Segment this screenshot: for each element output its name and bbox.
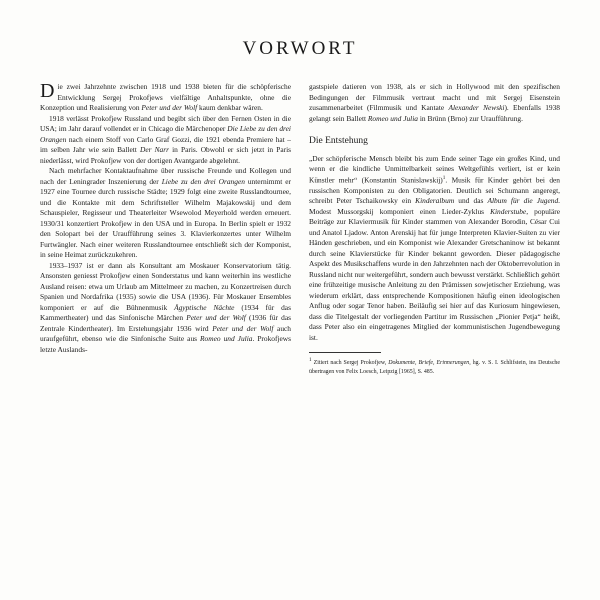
paragraph-kontaktaufnahme-a: Nach mehrfacher Kontaktaufnahme über russische Freunde und Kollegen und nach der Leningrader Inszenierung der [40,166,291,186]
footnote-text-b: , hg. v. S. I. Schlifstein, ins Deutsche übertragen von Felix Loesch, Leipzig [1965], S. 485. [309,360,560,375]
footnote-1 [309,357,560,376]
paragraph-1918-b: nach einem Stoff von Carlo Graf Gozzi, die 1921 ebenda Premiere hat – im selben Jahr wie sein Ballett [40,134,291,155]
paragraph-entstehung-e: , populäre Beiträge zur Klaviermusik für Kinder stammen von Alexander Borodin, César Cui und Anatol Ljadow. Anton Arenskij hat für junge Interpreten Klavier-Suiten zu vier Händen geschrieben, und ein Komponist wie Alexander Gretschaninow ist bekannt durch seine Klavierstücke für Kinder bekannt geworden. Dieser pädagogische Aspekt des Musikschaffens wurde in den Jahrzehnten nach der Oktoberrevolution in Russland nicht nur weitergeführt, sondern auch bewusst verstärkt. Schließlich gehört eine frühzeitige musische Anleitung zu den Prämissen sowjetischer Erziehung, was wiederum erklärt, dass entsprechende Kompositionen häufig einen ideologischen Anflug oder sogar Tenor haben. Beiläufig sei hier auf das Kuriosum hingewiesen, dass die Titelgestalt der vorliegenden Partitur im Russischen „Pionier Petja“ heißt, dass Peter also ein eingetragenes Mitglied der kommunistischen Jugendbewegung ist. [309,206,560,342]
work-title-peter-und-der-wolf: Peter und der Wolf [141,103,198,113]
work-title-peter-wolf-3: Peter und der Wolf [212,323,274,333]
two-column-body [40,82,560,587]
work-title-romeo-julia-2: Romeo und Julia [367,113,418,123]
paragraph-entstehung-b: . Musik für Kinder gehört bei den russischen Komponisten zu den Obligatorien. Deutlich sei Schumann angeregt, schreibt Peter Tschaikowsky ein [309,175,560,206]
footnote-number: 1 [309,357,312,364]
work-title-liebe-drei-orangen: Liebe zu den drei Orangen [161,176,245,186]
paragraph-gastspiele-b: ). Ebenfalls 1938 gelangt sein Ballett [309,103,560,123]
paragraph-kontaktaufnahme-b: unternimmt er 1927 eine Tournee durch russische Städte; 1929 folgt eine zweite Russlandtournee, und die Kontakte mit dem Schriftsteller Wilhelm Majakowskij und dem Schauspieler, Regisseur und Theaterleiter Wsewolod Meyerhold werden erneuert. 1930/31 konzertiert Prokofjew in den USA und in Europa. In Berlin spielt er 1932 den Solopart bei der Uraufführung seines 3. Klavierkonzertes unter Wilhelm Furtwängler. Nach einer weiteren Russlandtournee entschließt sich der Komponist, in seine Heimat zurückzukehren. [40,176,291,260]
drop-cap: D [40,80,55,102]
right-column [309,82,560,587]
paragraph-intro-text: ie zwei Jahrzehnte zwischen 1918 und 1938 bieten für die schöpferische Entwicklung Sergej Prokofjews vielfältige Anhaltspunkte, ohne die Konzeption und Realisierung von [40,82,291,113]
paragraph-gastspiele-a: gastspiele datieren von 1938, als er sich in Hollywood mit den spezifischen Bedingungen der Filmmusik vertraut macht und mit Sergej Eisenstein zusammenarbeitet (Filmmusik und Kantate [309,82,560,113]
paragraph-entstehung-c: und das [454,196,488,206]
page-title: VORWORT [242,38,358,59]
work-title-album-jugend: Album für die Jugend [487,196,559,206]
paragraph-konservatorium-a: 1933–1937 ist er dann als Konsultant am Moskauer Konservatorium tätig. Ansonsten geniesst Prokofjew einen Sonderstatus und kann weiterhin ins westliche Ausland reisen: etwa um Urlaub am Mittelmeer zu machen, zu Konzertreisen durch Spanien und Nordafrika (1935) sowie die USA (1936). Für Moskauer Ensembles komponiert er auf die Bühnenmusik [40,260,291,312]
work-title-alexander-newski: Alexander Newski [448,103,505,113]
work-title-der-narr: Der Narr [139,145,169,155]
work-title-aegyptische-naechte: Ägyptische Nächte [174,302,235,312]
paragraph-konservatorium-d: auch uraufgeführt, ebenso wie die Sinfonische Suite aus [40,323,291,344]
left-column [40,82,291,587]
paragraph-konservatorium [40,261,291,356]
work-title-drei-orangen: Die Liebe zu den drei Orangen [40,124,291,144]
work-title-kinderalbum: Kinderalbum [415,196,455,206]
work-title-romeo-julia: Romeo und Julia [200,334,253,344]
paragraph-konservatorium-e: . Prokofjews letzte Auslands- [40,334,291,354]
paragraph-gastspiele [309,82,560,124]
paragraph-gastspiele-c: in Brünn (Brno) zur Uraufführung. [418,113,523,123]
paragraph-1918-c: in Paris. Obwohl er sich jetzt in Paris niederlässt, wird Prokofjew von der dortigen Avantgarde abgelehnt. [40,145,292,165]
footnote-text-a: Zitiert nach Sergej Prokofjew, [311,360,389,367]
paragraph-konservatorium-c: (1936 für das Zentrale Kindertheater). Im Erstehungsjahr 1936 wird [40,313,291,333]
paragraph-intro-tail: kaum denkbar wären. [197,103,263,113]
paragraph-kontaktaufnahme [40,166,291,261]
paragraph-entstehung-a: „Der schöpferische Mensch bleibt bis zum Ende seiner Tage ein großes Kind, und wenn er die kindliche Unmittelbarkeit seines Weltgefühls verliert, ist er kein Künstler mehr“ (Konstantin Stanislawskij) [309,153,560,185]
footnote-divider [309,352,381,353]
work-title-peter-wolf-2: Peter und der Wolf [186,313,246,323]
paragraph-intro [40,82,291,114]
footnote-reference: 1 [442,174,446,181]
paragraph-1918-a: 1918 verlässt Prokofjew Russland und begibt sich über den Fernen Osten in die USA; im Jahr darauf vollendet er in Chicago die Märchenoper [40,113,291,134]
paragraph-entstehung [309,154,560,344]
paragraph-konservatorium-b: (1934 für das Kammertheater) und das Sinfonische Märchen [40,302,291,323]
work-title-kinderstube: Kinderstube [490,206,527,216]
footnote-source-title: Dokumente, Briefe, Erinnerungen [388,360,470,367]
section-heading-entstehung: Die Entstehung [309,136,368,147]
paragraph-entstehung-d: . Modest Mussorgskij komponiert einen Lieder-Zyklus [309,196,561,216]
paragraph-1918 [40,114,291,167]
